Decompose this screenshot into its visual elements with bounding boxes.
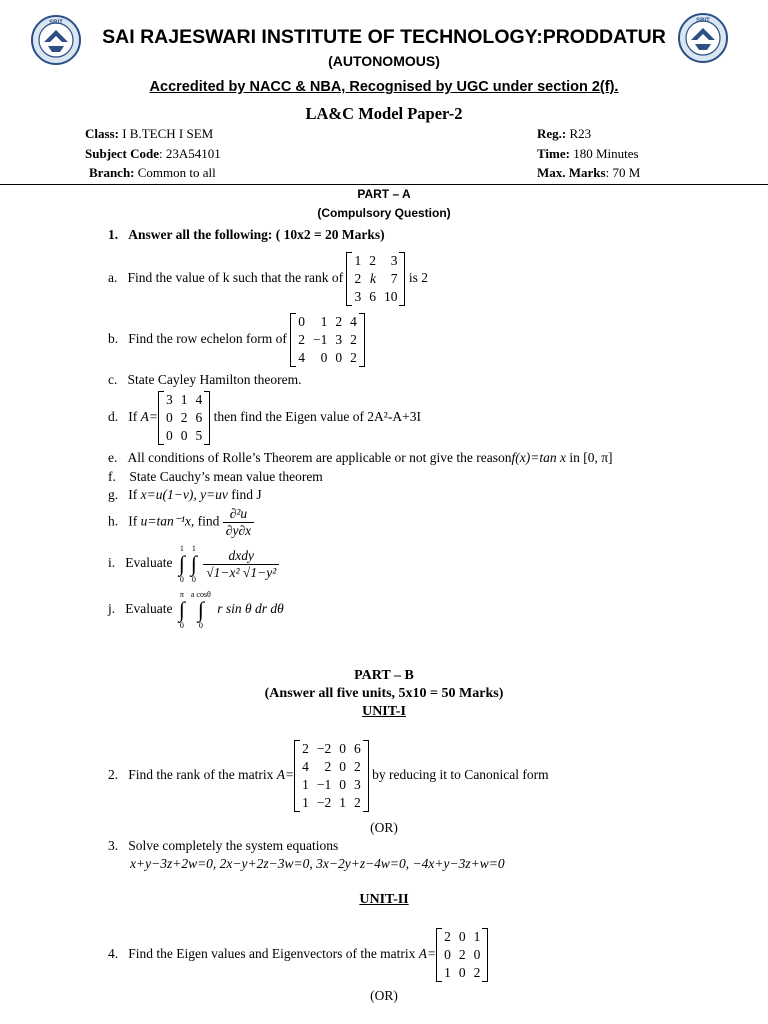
integral-sign: 1 ∫ 0	[190, 544, 197, 584]
integrand-fraction: $\frac{\text{dxdy}}{\text{√1−x² √1−y²}}$	[203, 548, 279, 581]
matrix-2: 2 −2 0 6 4 2 0 2 1 −1 0 3 1 −2 1 2	[294, 740, 369, 812]
question-1d: d. If A= 3 1 4 0 2 6 0 0 5 then find the Eigen value of 2A²-A+3I	[108, 392, 421, 443]
unit-1-heading: UNIT-I	[362, 704, 406, 719]
matrix-1d: 3 1 4 0 2 6 0 0 5	[158, 391, 210, 445]
question-2: 2. Find the rank of the matrix A= 2 −2 0 6 4 2 0 2 1 −1 0 3 1 −2 1 2 by reducing it to Canonical form	[108, 741, 549, 810]
integral-sign: a cosθ ∫ 0	[190, 590, 211, 630]
part-a-subtitle: (Compulsory Question)	[317, 206, 451, 220]
question-1e: e. All conditions of Rolle’s Theorem are applicable or not give the reasonf(x)=tan x in [0, π]	[108, 450, 613, 465]
question-1f: f. State Cauchy’s mean value theorem	[108, 469, 323, 484]
question-1g: g. If x=u(1−v), y=uv find J	[108, 487, 262, 502]
integral-sign: π ∫ 0	[178, 590, 185, 630]
question-3-equations: x+y−3z+2w=0, 2x−y+2z−3w=0, 3x−2y+z−4w=0, −4x+y−3z+w=0	[130, 856, 505, 871]
question-1b: b. Find the row echelon form of 0 1 2 4 2 −1 3 2 4 0 0 2	[108, 313, 365, 367]
part-b-title: PART – B	[354, 668, 414, 683]
question-1: 1. Answer all the following: ( 10x2 = 20 Marks)	[108, 227, 385, 242]
header-divider	[0, 184, 768, 185]
integral-sign: 1 ∫ 0	[178, 544, 185, 584]
question-3: 3. Solve completely the system equations	[108, 838, 339, 853]
paper-title: LA&C Model Paper-2	[305, 104, 463, 123]
part-a-title: PART – A	[357, 187, 411, 201]
max-marks-info: Max. Marks: 70 M	[537, 165, 641, 180]
question-1c: c. State Cayley Hamilton theorem.	[108, 372, 302, 387]
branch-info: Branch: Common to all	[89, 165, 216, 180]
question-1h: h. If u=tan⁻¹x, find $\frac{\text{∂²u}}{\partial y\partial x}$	[108, 506, 254, 539]
autonomous-label: (AUTONOMOUS)	[328, 53, 440, 69]
partial-derivative-fraction: $\frac{\text{∂²u}}{\partial y\partial x}$	[223, 506, 254, 539]
question-4: 4. Find the Eigen values and Eigenvectors of the matrix A= 2 0 1 0 2 0 1 0 2	[108, 928, 488, 982]
subject-code-info: Subject Code: 23A54101	[85, 146, 221, 161]
question-1a: a. Find the value of k such that the rank of 1 2 3 2 k 7 3 6 10 is 2	[108, 253, 428, 304]
question-1i: i. Evaluate 1 ∫ 0 1 ∫ 0 $\frac{\text{dxdy}}{\text{√1−x² √1−y²}}$	[108, 544, 279, 584]
part-b-subtitle: (Answer all five units, 5x10 = 50 Marks)	[264, 686, 504, 701]
unit-2-heading: UNIT-II	[359, 892, 409, 907]
or-separator-1: (OR)	[370, 820, 398, 835]
or-separator-2: (OR)	[370, 988, 398, 1003]
svg-text:SRIT: SRIT	[49, 20, 63, 26]
class-info: Class: I B.TECH I SEM	[85, 126, 214, 141]
question-1j: j. Evaluate π ∫ 0 a cosθ ∫ 0 r sin θ dr dθ	[108, 590, 284, 630]
accreditation-line: Accredited by NACC & NBA, Recognised by UGC under section 2(f).	[149, 79, 619, 95]
matrix-1b: 0 1 2 4 2 −1 3 2 4 0 0 2	[290, 313, 365, 367]
institute-name: SAI RAJESWARI INSTITUTE OF TECHNOLOGY:PRODDATUR	[102, 26, 666, 48]
reg-info: Reg.: R23	[537, 126, 592, 141]
matrix-4: 2 0 1 0 2 0 1 0 2	[436, 928, 488, 982]
matrix-1a: 1 2 3 2 k 7 3 6 10	[346, 252, 405, 306]
svg-text:SRIT: SRIT	[696, 18, 710, 24]
time-info: Time: 180 Minutes	[537, 146, 639, 161]
